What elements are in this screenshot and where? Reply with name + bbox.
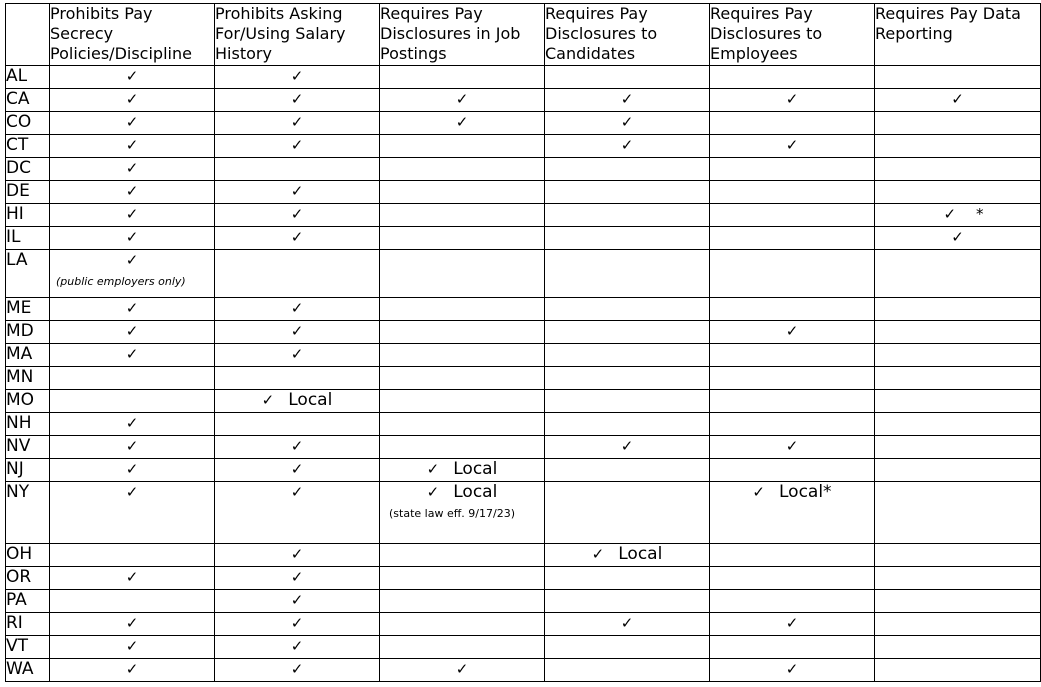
- state-label: OR: [6, 567, 50, 590]
- table-row: [6, 482, 1041, 544]
- check-icon: ✓: [591, 545, 605, 563]
- table-row: [6, 158, 1041, 181]
- check-icon: ✓: [125, 322, 139, 340]
- header-data-reporting: Requires Pay Data Reporting: [875, 4, 1041, 66]
- header-row: [6, 4, 1041, 66]
- check-icon: ✓: [125, 67, 139, 85]
- check-icon: ✓: [290, 637, 304, 655]
- state-label: NY: [6, 482, 50, 544]
- cell-note: (public employers only): [56, 275, 186, 288]
- check-icon: ✓: [125, 614, 139, 632]
- state-label: VT: [6, 636, 50, 659]
- check-icon: ✓: [290, 228, 304, 246]
- state-label: DE: [6, 181, 50, 204]
- header-candidates: Requires Pay Disclosures to Candidates: [545, 4, 710, 66]
- check-icon: ✓: [290, 67, 304, 85]
- state-label: NV: [6, 436, 50, 459]
- check-icon: ✓: [125, 460, 139, 478]
- check-icon: ✓: [125, 437, 139, 455]
- header-pay-secrecy: Prohibits Pay Secrecy Policies/Discipline: [50, 4, 215, 66]
- check-icon: ✓: [455, 113, 469, 131]
- check-icon: ✓: [785, 322, 799, 340]
- state-label: MA: [6, 344, 50, 367]
- footnote-star: *: [976, 205, 984, 223]
- check-icon: ✓: [951, 90, 964, 108]
- header-cell-empty: [6, 4, 50, 66]
- table-row: [6, 613, 1041, 636]
- check-icon: ✓: [290, 345, 304, 363]
- check-icon: ✓: [125, 414, 139, 432]
- check-icon: ✓: [290, 136, 304, 154]
- check-icon: ✓: [125, 159, 139, 177]
- state-label: HI: [6, 204, 50, 227]
- state-label: WA: [6, 659, 50, 682]
- table-row: [6, 459, 1041, 482]
- state-label: ME: [6, 298, 50, 321]
- table-row: [6, 135, 1041, 158]
- header-salary-history: Prohibits Asking For/Using Salary History: [215, 4, 380, 66]
- local-label: Local: [288, 390, 333, 410]
- table-row: [6, 181, 1041, 204]
- cell-note: (state law eff. 9/17/23): [389, 507, 515, 520]
- header-job-postings: Requires Pay Disclosures in Job Postings: [380, 4, 545, 66]
- header-employees: Requires Pay Disclosures to Employees: [710, 4, 875, 66]
- state-label: MO: [6, 390, 50, 413]
- table-row: [6, 590, 1041, 613]
- check-icon: ✓: [620, 113, 634, 131]
- check-icon: ✓: [752, 483, 765, 501]
- check-icon: ✓: [426, 483, 440, 501]
- check-icon: ✓: [290, 460, 304, 478]
- table-row: [6, 659, 1041, 682]
- check-icon: ✓: [290, 660, 304, 678]
- table-row: [6, 567, 1041, 590]
- check-icon: ✓: [290, 614, 304, 632]
- table-row: [6, 227, 1041, 250]
- check-icon: ✓: [290, 483, 304, 501]
- check-icon: ✓: [290, 113, 304, 131]
- check-icon: ✓: [785, 437, 799, 455]
- table-row: [6, 344, 1041, 367]
- state-label: MD: [6, 321, 50, 344]
- check-icon: ✓: [261, 391, 275, 409]
- check-icon: ✓: [620, 614, 634, 632]
- state-label: RI: [6, 613, 50, 636]
- check-icon: ✓: [620, 90, 634, 108]
- check-icon: ✓: [943, 205, 957, 223]
- table-row: [6, 112, 1041, 135]
- table-row: [6, 390, 1041, 413]
- check-icon: ✓: [620, 437, 634, 455]
- check-icon: ✓: [125, 136, 139, 154]
- table-row: [6, 367, 1041, 390]
- table-row: [6, 89, 1041, 112]
- table-row: [6, 413, 1041, 436]
- state-label: IL: [6, 227, 50, 250]
- state-label: CO: [6, 112, 50, 135]
- state-label: DC: [6, 158, 50, 181]
- state-label: CT: [6, 135, 50, 158]
- table-row: [6, 436, 1041, 459]
- check-icon: ✓: [125, 90, 139, 108]
- check-icon: ✓: [125, 660, 139, 678]
- state-label: NH: [6, 413, 50, 436]
- check-icon: ✓: [455, 660, 469, 678]
- check-icon: ✓: [620, 136, 634, 154]
- table-row: [6, 636, 1041, 659]
- state-label: AL: [6, 66, 50, 89]
- table-row: [6, 66, 1041, 89]
- local-label: Local: [453, 482, 498, 502]
- check-icon: ✓: [290, 182, 304, 200]
- check-icon: ✓: [290, 568, 304, 586]
- check-icon: ✓: [290, 322, 304, 340]
- table-row: [6, 544, 1041, 567]
- state-label: CA: [6, 89, 50, 112]
- check-icon: ✓: [455, 90, 469, 108]
- check-icon: ✓: [951, 228, 964, 246]
- check-icon: ✓: [125, 345, 139, 363]
- state-label: MN: [6, 367, 50, 390]
- table-row: [6, 321, 1041, 344]
- check-icon: ✓: [125, 568, 139, 586]
- pay-transparency-table: [5, 3, 1041, 682]
- check-icon: ✓: [785, 614, 799, 632]
- check-icon: ✓: [125, 205, 139, 223]
- local-label: Local: [453, 459, 498, 479]
- check-icon: ✓: [125, 637, 139, 655]
- check-icon: ✓: [125, 251, 139, 269]
- state-label: LA: [6, 250, 50, 298]
- check-icon: ✓: [290, 205, 304, 223]
- check-icon: ✓: [785, 90, 799, 108]
- state-label: NJ: [6, 459, 50, 482]
- check-icon: ✓: [125, 299, 139, 317]
- check-icon: ✓: [290, 591, 304, 609]
- local-star-label: Local*: [779, 482, 832, 502]
- state-label: PA: [6, 590, 50, 613]
- check-icon: ✓: [125, 483, 139, 501]
- check-icon: ✓: [125, 182, 139, 200]
- check-icon: ✓: [426, 460, 440, 478]
- check-icon: ✓: [290, 437, 304, 455]
- table-row: [6, 204, 1041, 227]
- check-icon: ✓: [785, 136, 799, 154]
- check-icon: ✓: [290, 90, 304, 108]
- check-icon: ✓: [290, 299, 304, 317]
- local-label: Local: [618, 544, 663, 564]
- table-row: [6, 298, 1041, 321]
- table-row: [6, 250, 1041, 298]
- check-icon: ✓: [785, 660, 799, 678]
- state-label: OH: [6, 544, 50, 567]
- check-icon: ✓: [125, 113, 139, 131]
- check-icon: ✓: [125, 228, 139, 246]
- check-icon: ✓: [290, 545, 304, 563]
